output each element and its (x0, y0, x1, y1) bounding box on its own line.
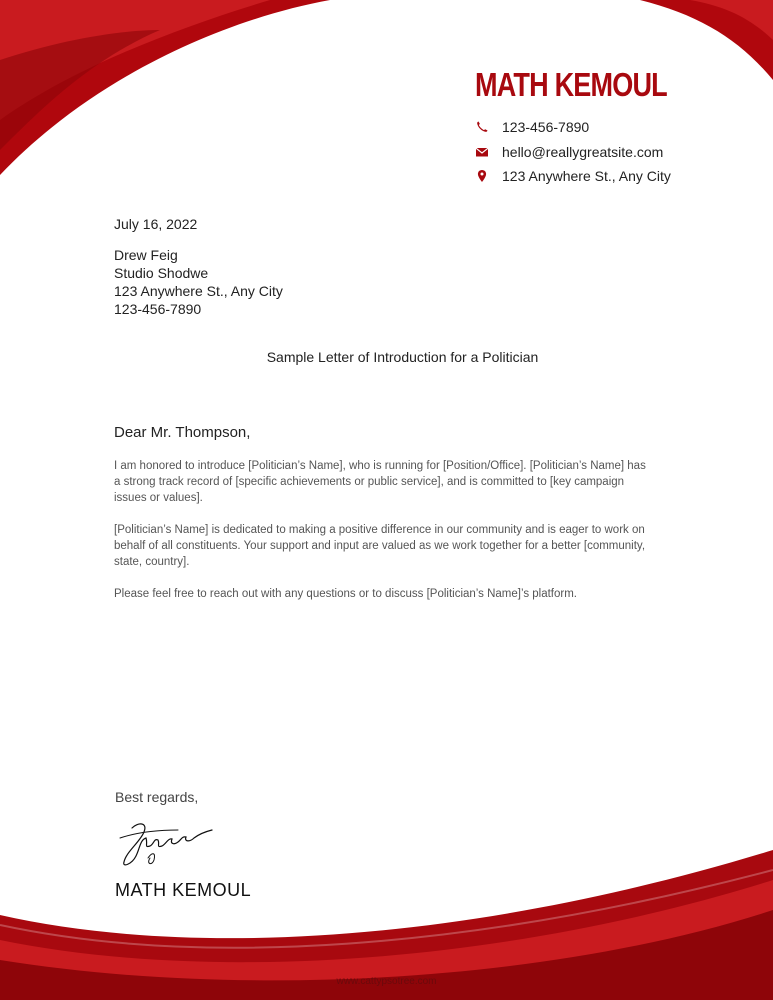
body-paragraph: I am honored to introduce [Politician’s Name], who is running for [Position/Office]. [Politician’s Name] has a strong track record of [specific achievements or public service], and is committed to [key campaign issues or values]. (114, 460, 646, 504)
handwritten-signature (118, 818, 218, 870)
phone-icon (475, 120, 489, 134)
sender-name-heading: MATH KEMOUL (475, 66, 667, 103)
signer-name: MATH KEMOUL (115, 880, 252, 900)
contact-phone (475, 119, 589, 135)
contact-email-text: hello@reallygreatsite.com (502, 144, 664, 160)
contact-email (475, 144, 663, 160)
contact-address-text: 123 Anywhere St., Any City (502, 168, 671, 184)
recipient-company: Studio Shodwe (114, 265, 209, 281)
location-pin-icon (475, 169, 489, 183)
recipient-address: 123 Anywhere St., Any City (114, 283, 283, 299)
footer-url: www.cattypsotree.com (336, 976, 437, 987)
letter-subject: Sample Letter of Introduction for a Politician (266, 349, 539, 365)
recipient-name: Drew Feig (114, 247, 178, 263)
body-paragraph: [Politician’s Name] is dedicated to making a positive difference in our community and is eager to work on behalf of all constituents. Your support and input are valued as we work together for a better [community, state, country]. (114, 524, 646, 568)
letter-salutation: Dear Mr. Thompson, (114, 424, 251, 441)
letter-date: July 16, 2022 (114, 216, 198, 232)
letter-closing: Best regards, (115, 789, 199, 805)
recipient-phone: 123-456-7890 (114, 301, 202, 317)
recipient-block (114, 246, 283, 318)
mail-icon (475, 145, 489, 159)
contact-phone-text: 123-456-7890 (502, 119, 590, 135)
contact-address (475, 168, 671, 184)
body-paragraph: Please feel free to reach out with any questions or to discuss [Politician’s Name]’s platform. (114, 588, 577, 600)
